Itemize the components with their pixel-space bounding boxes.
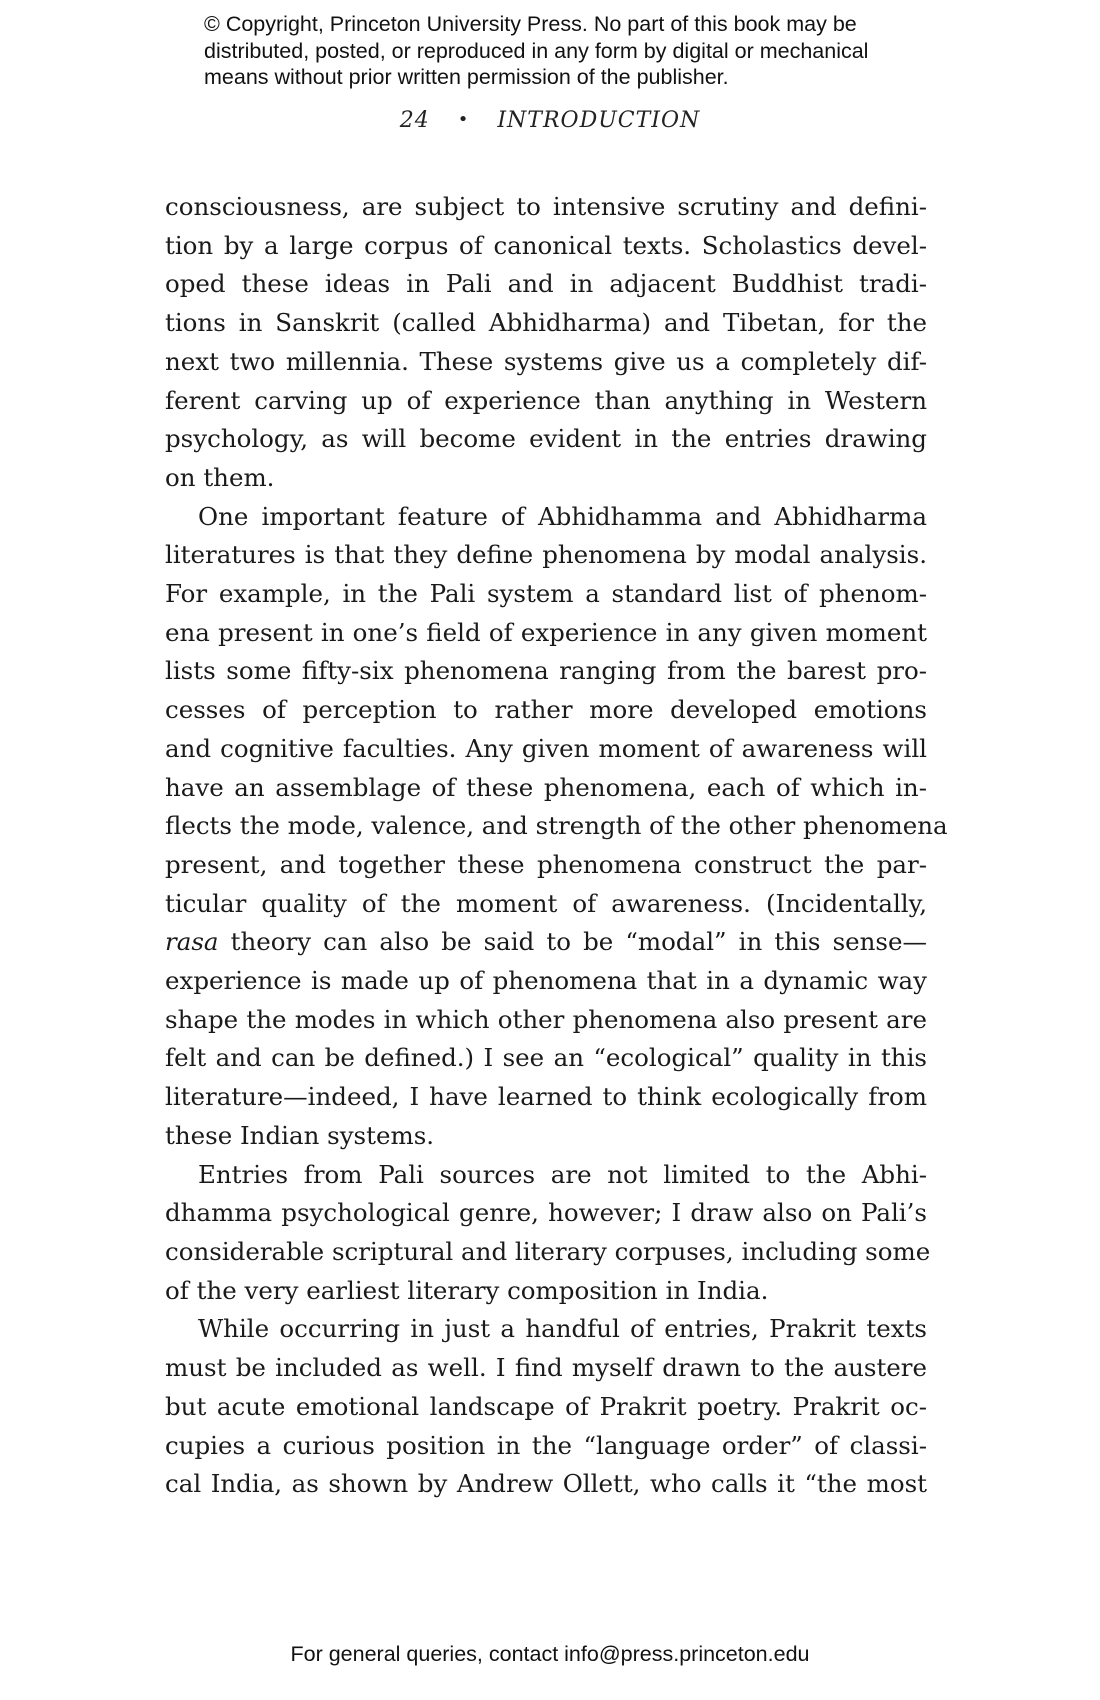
text-line: cupies a curious position in the “language order” of classi- (165, 1430, 927, 1460)
paragraph (165, 1156, 931, 1311)
text-line: While occurring in just a handful of entries, Prakrit texts (198, 1314, 927, 1344)
text-fragment: theory can also be said to be “modal” in this sense— (218, 927, 927, 957)
text-line: ena present in one’s field of experience in any given moment (165, 617, 927, 647)
text-line: ticular quality of the moment of awareness. (Incidentally, (165, 888, 927, 918)
text-line: ferent carving up of experience than anything in Western (165, 385, 927, 415)
text-line: cal India, as shown by Andrew Ollett, who calls it “the most (165, 1469, 927, 1499)
text-line: on them. (165, 462, 275, 492)
text-line: consciousness, are subject to intensive scrutiny and defini- (165, 192, 927, 221)
text-line (165, 923, 927, 962)
text-line: have an assemblage of these phenomena, each of which in- (165, 772, 927, 802)
text-line: cesses of perception to rather more developed emotions (165, 695, 927, 725)
text-line: One important feature of Abhidhamma and Abhidharma (198, 501, 927, 531)
text-line: psychology, as will become evident in the entries drawing (165, 424, 927, 454)
text-line: felt and can be defined.) I see an “ecological” quality in this (165, 1043, 927, 1073)
text-line: literature—indeed, I have learned to think ecologically from (165, 1082, 927, 1112)
section-title: INTRODUCTION (497, 108, 701, 133)
copyright-line: means without prior written permission of the publisher. (204, 65, 729, 89)
text-line: dhamma psychological genre, however; I draw also on Pali’s (165, 1198, 927, 1228)
text-line: oped these ideas in Pali and in adjacent Buddhist tradi- (165, 269, 927, 299)
footer-contact: For general queries, contact info@press.princeton.edu (290, 1642, 810, 1666)
copyright-notice (204, 11, 964, 91)
text-line: Entries from Pali sources are not limited to the Abhi- (198, 1159, 927, 1189)
text-line: lists some fifty-six phenomena ranging from the barest pro- (165, 656, 927, 686)
text-line: tion by a large corpus of canonical texts. Scholastics devel- (165, 230, 927, 260)
text-line: tions in Sanskrit (called Abhidharma) and Tibetan, for the (165, 308, 927, 338)
running-head (0, 108, 1100, 133)
copyright-line: © Copyright, Princeton University Press. No part of this book may be (204, 12, 857, 36)
text-line: For example, in the Pali system a standard list of phenom- (165, 579, 927, 609)
bullet-separator: • (457, 109, 470, 130)
paragraph (165, 188, 927, 498)
italic-term: rasa (165, 927, 219, 957)
text-line: present, and together these phenomena construct the par- (165, 849, 927, 879)
text-line: but acute emotional landscape of Prakrit poetry. Prakrit oc- (165, 1391, 927, 1421)
paragraph (165, 498, 948, 1156)
copyright-line: distributed, posted, or reproduced in any form by digital or mechanical (204, 38, 869, 63)
text-line: and cognitive faculties. Any given moment of awareness will (165, 733, 927, 763)
page-number: 24 (399, 108, 430, 133)
text-line: flects the mode, valence, and strength of the other phenomena (165, 811, 948, 841)
text-line: literatures is that they define phenomena by modal analysis. (165, 540, 927, 570)
text-line: of the very earliest literary composition in India. (165, 1275, 769, 1305)
text-line: these Indian systems. (165, 1120, 435, 1150)
text-line: next two millennia. These systems give us a completely dif- (165, 346, 927, 376)
text-line: must be included as well. I find myself drawn to the austere (165, 1353, 927, 1383)
text-line: considerable scriptural and literary corpuses, including some (165, 1236, 931, 1266)
text-line: shape the modes in which other phenomena also present are (165, 1004, 927, 1034)
text-line: experience is made up of phenomena that in a dynamic way (165, 966, 927, 996)
body-text (165, 188, 948, 1504)
paragraph (165, 1310, 927, 1504)
